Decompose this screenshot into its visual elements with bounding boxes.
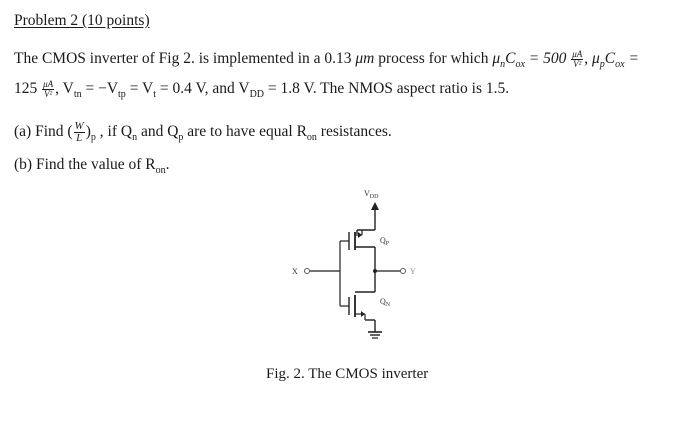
part-b [14, 156, 170, 176]
output-label: Y [410, 267, 416, 276]
qn-label: $Q_N$ [380, 297, 391, 308]
part-a [14, 121, 392, 144]
w-over-l-fraction: $\frac{W}{L}$ [74, 120, 84, 144]
qp-label: $Q_P$ [380, 236, 390, 247]
problem-title: Problem 2 (10 points) [14, 12, 150, 29]
threshold-and-supply-text: , $V_{tn} = -V_{tp} = V_t = 0.4$ V, and $V_{DD} = 1.8$ V. The NMOS aspect ratio is 1.5. [55, 80, 510, 101]
part-a-prefix: (a) Find ( [14, 123, 73, 141]
figure-caption: Fig. 2. The CMOS inverter [266, 366, 429, 382]
pmos-arrow-icon [358, 232, 362, 238]
input-terminal [305, 269, 310, 274]
mun-cox-expression: $\mu_nC_{ox} = 500$ [492, 50, 567, 71]
intro-text: The CMOS inverter of Fig 2. is implemented in a 0.13 [14, 50, 352, 68]
nmos-arrow-icon [361, 311, 365, 317]
mup-cox-value: 125 [14, 80, 38, 98]
vdd-label: $V_{DD}$ [364, 189, 379, 200]
input-label: X [292, 267, 298, 276]
unit-fraction-1: $\frac{\mu A}{\text{V²}}$ [572, 49, 583, 69]
mup-cox-expression: , $\mu_pC_{ox}$ = [584, 50, 639, 71]
part-b-text: (b) Find the value of $R_{on}$. [14, 156, 170, 177]
output-terminal [401, 269, 406, 274]
problem-statement-line-2 [14, 80, 509, 100]
part-a-suffix: )$_p$ , if $Q_n$ and $Q_p$ are to have equal $R_{on}$ resistances. [85, 123, 392, 144]
unit-fraction-2: $\frac{\mu A}{\text{V²}}$ [43, 79, 54, 99]
intro-text-2: process for which [374, 50, 493, 68]
micron-unit: μm [355, 50, 375, 68]
vdd-arrow-icon [371, 202, 379, 210]
problem-statement-line-1 [14, 50, 639, 70]
cmos-inverter-diagram [270, 180, 450, 350]
